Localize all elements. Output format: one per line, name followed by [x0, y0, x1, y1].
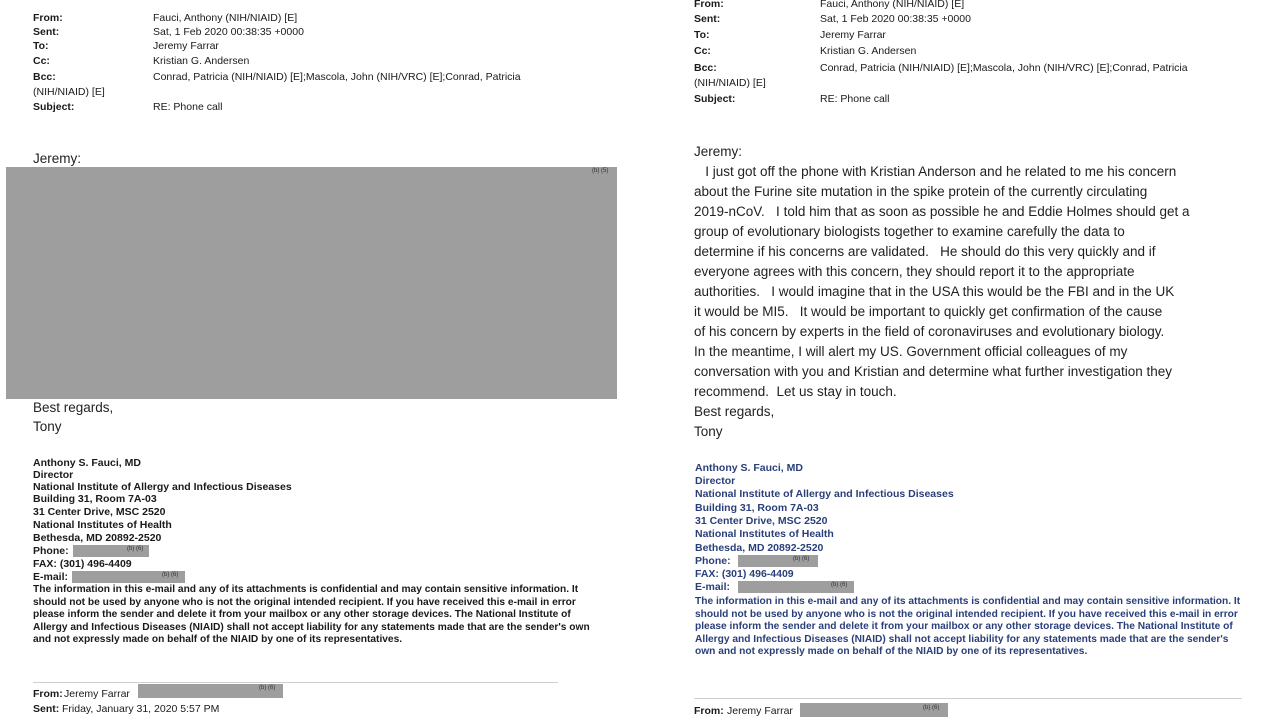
signature-email-label: E-mail:: [33, 571, 69, 583]
signature-title: Director: [695, 475, 736, 487]
signature-name: Anthony S. Fauci, MD: [695, 462, 803, 474]
body-line: determine if his concerns are validated. He should do this very quickly and if: [694, 244, 1156, 259]
signature-city: Bethesda, MD 20892-2520: [33, 532, 162, 544]
signature-street: 31 Center Drive, MSC 2520: [33, 506, 166, 518]
signature-org: National Institute of Allergy and Infectious Diseases: [695, 488, 954, 500]
redaction-code: (b) (5): [592, 168, 609, 174]
signature-building: Building 31, Room 7A-03: [695, 502, 819, 514]
signoff: Tony: [33, 419, 62, 434]
email-redaction-code: (b) (6): [831, 582, 848, 588]
signature-nih: National Institutes of Health: [33, 519, 172, 531]
phone-redaction-code: (b) (6): [793, 556, 810, 562]
body-line: it would be MI5. It would be important to quickly get confirmation of the cause: [694, 304, 1163, 319]
body-line: conversation with you and Kristian and determine what further investigation they: [694, 364, 1173, 379]
body-line: 2019-nCoV. I told him that as soon as possible he and Eddie Holmes should get a: [694, 204, 1190, 219]
confidentiality-disclaimer: The information in this e-mail and any of its attachments is confidential and may contain sensitive information. It should not be used by anyone who is not the original intended recipient. If you have received this e-mail in error please inform the sender and delete it from your mailbox or any other storage devices. The National Institute of Allergy and Infectious Diseases (NIAID) shall not accept liability for any statements made that are the sender's own and not expressly made on behalf of the NIAID by one of its representatives.: [33, 584, 590, 646]
signature-fax: FAX: (301) 496-4409: [695, 568, 794, 580]
greeting: Jeremy:: [694, 144, 743, 159]
signature-name: Anthony S. Fauci, MD: [33, 457, 141, 469]
body-line: of his concern by experts in the field of coronaviruses and evolutionary biology.: [694, 324, 1165, 339]
email-right-unredacted: From: Fauci, Anthony (NIH/NIAID) [E] Sent: Sat, 1 Feb 2020 00:38:35 +0000 To: Jeremy Farrar Cc: Kristian G. Andersen Bcc: Conrad, Patricia (NIH/NIAID) [E];Mascola, John (NIH/VRC) [E];Conrad, Patricia (NIH/NIAID) [E] Subject: RE: Phone call Jeremy: I just got off the phone with Kristian Anderson and he related to me his concern about the Furine site mutation in the spike protein of the currently circulating 2019-nCoV. I told him that as soon as possible he and Eddie Holmes should get a group of evolutionary biologists together to examine carefully the data to determine if his concerns are validated. He should do this very quickly and if everyone agrees with this concern, they should report it to the appropriate authorities. I would imagine that in the USA this would be the FBI and in the UK it would be MI5. It would be important to quickly get confirmation of the cause of his concern by experts in the field of coronaviruses and evolutionary biology. In the meantime, I will alert my US. Government official colleagues of my conversation with you and Kristian and determine what further investigation they recommend. Let us stay in touch. Best regards, Tony Anthony S. Fauci, MD Director National Institute of Allergy and Infectious Diseases Building 31, Room 7A-03 31 Center Drive, MSC 2520 National Institutes of Health Bethesda, MD 20892-2520 Phone: (b) (6) FAX: (301) 496-4409 E-mail: (b) (6) The information in this e-mail and any of its attachments is confidential and may contain sensitive information. It should not be used by anyone who is not the original intended recipient. If you have received this e-mail in error please inform the sender and delete it from your mailbox or any other storage devices. The National Institute of Allergy and Infectious Diseases (NIAID) shall not accept liability for any statements made that are the sender's own and not expressly made on behalf of the NIAID by one of its representatives. From: Jeremy Farrar (b) (6): [660, 0, 1280, 720]
greeting: Jeremy:: [33, 151, 82, 166]
closing: Best regards,: [33, 400, 114, 415]
email-left-redacted: From: Fauci, Anthony (NIH/NIAID) [E] Sent: Sat, 1 Feb 2020 00:38:35 +0000 To: Jeremy Farrar Cc: Kristian G. Andersen Bcc: Conrad, Patricia (NIH/NIAID) [E];Mascola, John (NIH/VRC) [E];Conrad, Patricia (NIH/NIAID) [E] Subject: RE: Phone call Jeremy: (b) (5) Best regards, Tony Anthony S. Fauci, MD Director National Institute of Allergy and Infectious Diseases Building 31, Room 7A-03 31 Center Drive, MSC 2520 National Institutes of Health Bethesda, MD 20892-2520 Phone: (b) (6) FAX: (301) 496-4409 E-mail: (b) (6) The information in this e-mail and any of its attachments is confidential and may contain sensitive information. It should not be used by anyone who is not the original intended recipient. If you have received this e-mail in error please inform the sender and delete it from your mailbox or any other storage devices. The National Institute of Allergy and Infectious Diseases (NIAID) shall not accept liability for any statements made that are the sender's own and not expressly made on behalf of the NIAID by one of its representatives. From: Jeremy Farrar (b) (6) Sent: Friday, January 31, 2020 5:57 PM: [0, 0, 640, 720]
signature-email-label: E-mail:: [695, 581, 731, 593]
confidentiality-disclaimer: The information in this e-mail and any of its attachments is confidential and may contain sensitive information. It should not be used by anyone who is not the original intended recipient. If you have received this e-mail in error please inform the sender and delete it from your mailbox or any other storage devices. The National Institute of Allergy and Infectious Diseases (NIAID) shall not accept liability for any statements made that are the sender's own and not expressly made on behalf of the NIAID by one of its representatives.: [695, 596, 1241, 658]
signature-nih: National Institutes of Health: [695, 528, 834, 540]
message-divider: [33, 682, 558, 683]
signature-building: Building 31, Room 7A-03: [33, 493, 157, 505]
signature-org: National Institute of Allergy and Infectious Diseases: [33, 481, 292, 493]
signoff: Tony: [694, 424, 723, 439]
body-line: recommend. Let us stay in touch.: [694, 384, 897, 399]
previous-from-redaction-code: (b) (6): [923, 705, 940, 711]
phone-redaction-code: (b) (6): [127, 546, 144, 552]
body-line: authorities. I would imagine that in the USA this would be the FBI and in the UK: [694, 284, 1175, 299]
signature-phone-label: Phone:: [33, 545, 69, 557]
message-divider: [694, 698, 1242, 699]
closing: Best regards,: [694, 404, 775, 419]
signature-phone-label: Phone:: [695, 555, 731, 567]
email-redaction-code: (b) (6): [162, 572, 179, 578]
signature-title: Director: [33, 469, 74, 481]
body-line: about the Furine site mutation in the spike protein of the currently circulating: [694, 184, 1148, 199]
body-line: I just got off the phone with Kristian Anderson and he related to me his concern: [694, 164, 1177, 179]
previous-from-redaction-code: (b) (6): [259, 685, 276, 691]
body-line: group of evolutionary biologists together to examine carefully the data to: [694, 224, 1125, 239]
signature-city: Bethesda, MD 20892-2520: [695, 542, 824, 554]
body-line: In the meantime, I will alert my US. Government official colleagues of my: [694, 344, 1128, 359]
signature-street: 31 Center Drive, MSC 2520: [695, 515, 828, 527]
body-redaction-block: [6, 167, 617, 399]
signature-fax: FAX: (301) 496-4409: [33, 558, 132, 570]
body-line: everyone agrees with this concern, they should report it to the appropriate: [694, 264, 1135, 279]
